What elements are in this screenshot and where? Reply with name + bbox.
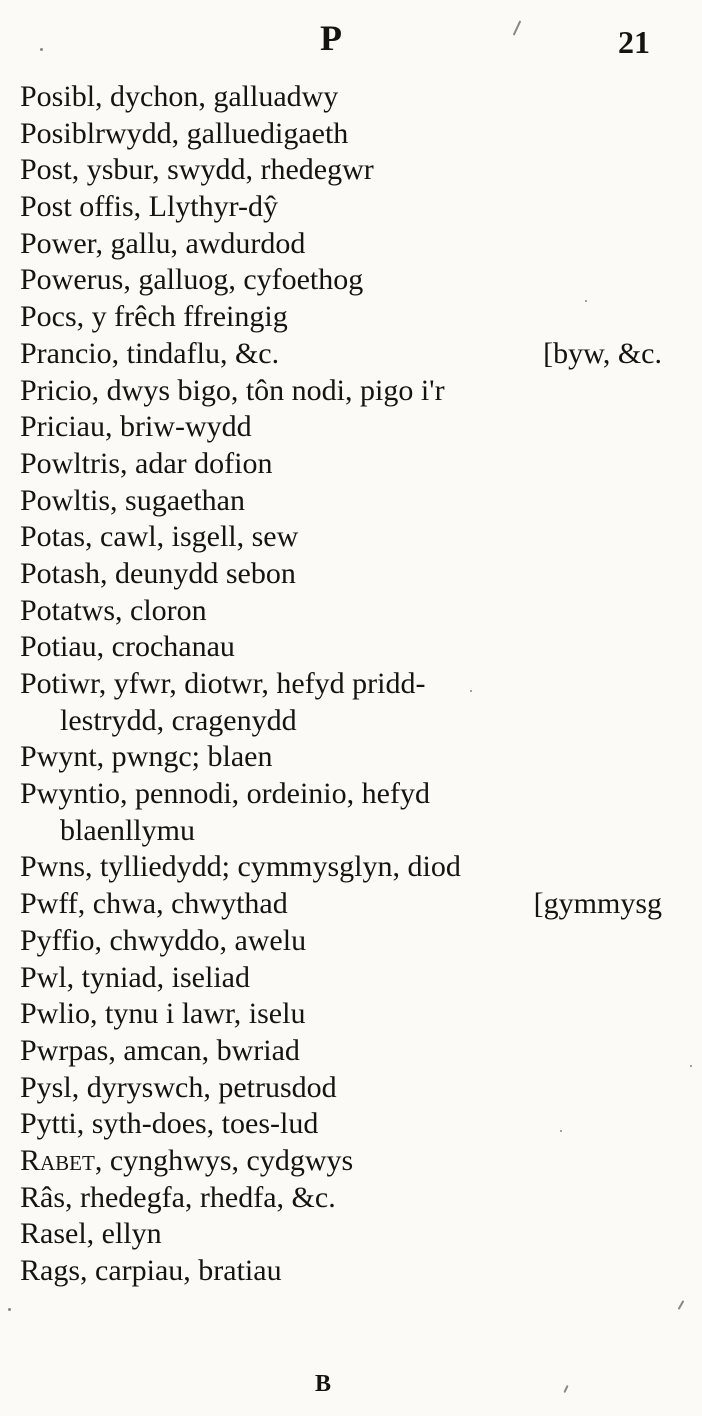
entry-7-overflow: [byw, &c.: [543, 336, 662, 370]
entry-3: Post offis, Llythyr-dŷ: [20, 190, 279, 224]
entry-26: Pwrpas, amcan, bwriad: [20, 1033, 300, 1067]
entry-16: Potiwr, yfwr, diotwr, hefyd pridd-: [20, 667, 426, 700]
entry-8: Pricio, dwys bigo, tôn nodi, pigo i'r: [20, 373, 445, 407]
entry-22-overflow: [gymmysg: [533, 887, 662, 921]
entry-21: Pwns, tylliedydd; cymmysglyn, diod: [20, 850, 461, 884]
entry-15: Potiau, crochanau: [20, 630, 235, 664]
entry-24: Pwl, tyniad, iseliad: [20, 960, 250, 994]
entry-14: Potatws, cloron: [20, 593, 207, 627]
entry-list: [20, 79, 660, 1290]
entry-29: Rabet, cynghwys, cydgwys: [20, 1143, 354, 1177]
entry-5: Powerus, galluog, cyfoethog: [20, 263, 364, 297]
entry-7: Prancio, tindaflu, &c. [byw, &c.: [20, 336, 660, 373]
entry-4: Power, gallu, awdurdod: [20, 226, 306, 260]
entry-9: Priciau, briw-wydd: [20, 410, 252, 444]
entry-20: blaenllymu: [60, 813, 195, 847]
section-letter: P: [320, 18, 342, 58]
entry-30: Râs, rhedegfa, rhedfa, &c.: [20, 1180, 336, 1214]
page-number: 21: [618, 24, 650, 60]
entry-17: lestrydd, cragenydd: [60, 703, 297, 737]
entry-2: Post, ysbur, swydd, rhedegwr: [20, 153, 374, 187]
entry-31: Rasel, ellyn: [20, 1217, 162, 1251]
entry-18: Pwynt, pwngc; blaen: [20, 740, 273, 774]
entry-23: Pyffio, chwyddo, awelu: [20, 923, 307, 957]
entry-12: Potas, cawl, isgell, sew: [20, 520, 299, 554]
entry-19: Pwyntio, pennodi, ordeinio, hefyd: [20, 777, 430, 811]
entry-28: Pytti, syth-does, toes-lud: [20, 1107, 319, 1141]
entry-22: Pwff, chwa, chwythad [gymmysg: [20, 886, 660, 923]
entry-29-headword: Rabet: [20, 1143, 95, 1177]
entry-25: Pwlio, tynu i lawr, iselu: [20, 997, 306, 1031]
signature-mark: B: [315, 1371, 332, 1397]
entry-32: Rags, carpiau, bratiau: [20, 1254, 282, 1287]
entry-11: Powltis, sugaethan: [20, 483, 245, 517]
entry-10: Powltris, adar dofion: [20, 446, 273, 480]
entry-6: Pocs, y frêch ffreingig: [20, 300, 288, 334]
entry-27: Pysl, dyryswch, petrusdod: [20, 1070, 337, 1104]
entry-13: Potash, deunydd sebon: [20, 556, 296, 590]
entry-1: Posiblrwydd, galluedigaeth: [20, 116, 349, 150]
entry-0: Posibl, dychon, galluadwy: [20, 80, 339, 113]
